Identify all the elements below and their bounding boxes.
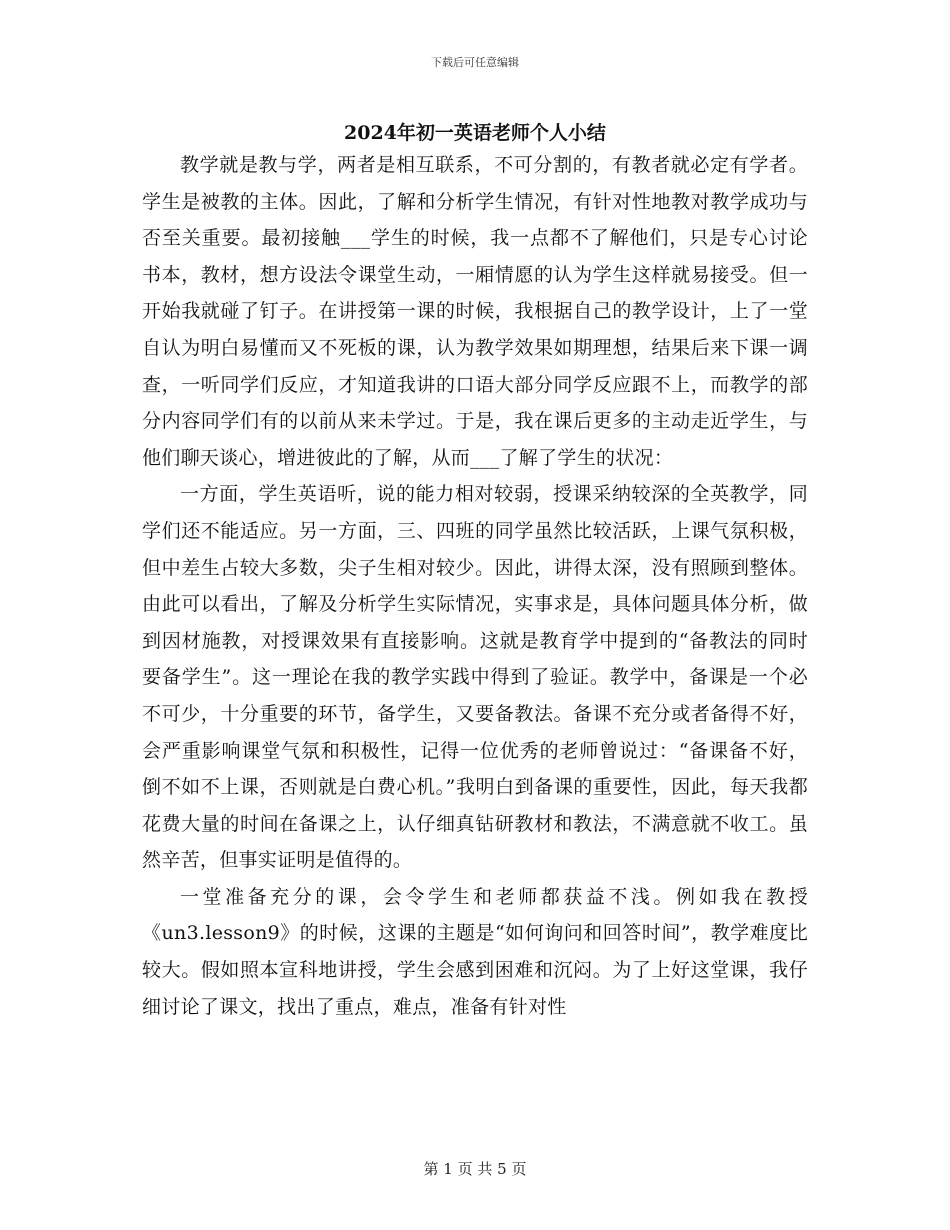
page-header: 下载后可任意编辑 — [431, 56, 519, 69]
paragraph: 一堂准备充分的课，会令学生和老师都获益不浅。例如我在教授《un3.lesson9》的时候，这课的主题是“如何询问和回答时间”，教学难度比较大。假如照本宣科地讲授，学生会感到困难和沉闷。为了上好这堂课，我仔细讨论了课文，找出了重点，难点，准备有针对性 — [142, 885, 808, 1018]
paragraph: 一方面，学生英语听，说的能力相对较弱，授课采纳较深的全英教学，同学们还不能适应。另一方面，三、四班的同学虽然比较活跃，上课气氛积极，但中差生占较大多数，尖子生相对较少。因此，讲得太深，没有照顾到整体。由此可以看出，了解及分析学生实际情况，实事求是，具体问题具体分析，做到因材施教，对授课效果有直接影响。这就是教育学中提到的“备教法的同时要备学生”。这一理论在我的教学实践中得到了验证。教学中，备课是一个必不可少，十分重要的环节，备学生，又要备教法。备课不充分或者备得不好，会严重影响课堂气氛和积极性，记得一位优秀的老师曾说过：“备课备不好，倒不如不上课，否则就是白费心机。”我明白到备课的重要性，因此，每天我都花费大量的时间在备课之上，认仔细真钻研教材和教法，不满意就不收工。虽然辛苦，但事实证明是值得的。 — [142, 483, 808, 872]
paragraph: 教学就是教与学，两者是相互联系，不可分割的，有教者就必定有学者。学生是被教的主体。因此，了解和分析学生情况，有针对性地教对教学成功与否至关重要。最初接触___学生的时候，我一点都不了解他们，只是专心讨论书本，教材，想方设法令课堂生动，一厢情愿的认为学生这样就易接受。但一开始我就碰了钉子。在讲授第一课的时候，我根据自己的教学设计，上了一堂自认为明白易懂而又不死板的课，认为教学效果如期理想，结果后来下课一调查，一听同学们反应，才知道我讲的口语大部分同学反应跟不上，而教学的部分内容同学们有的以前从来未学过。于是，我在课后更多的主动走近学生，与他们聊天谈心，增进彼此的了解，从而___了解了学生的状况： — [142, 154, 808, 469]
document-body — [142, 147, 808, 1025]
document-title: 2024年初一英语老师个人小结 — [344, 122, 606, 144]
page-footer: 第 1 页 共 5 页 — [423, 1160, 527, 1178]
